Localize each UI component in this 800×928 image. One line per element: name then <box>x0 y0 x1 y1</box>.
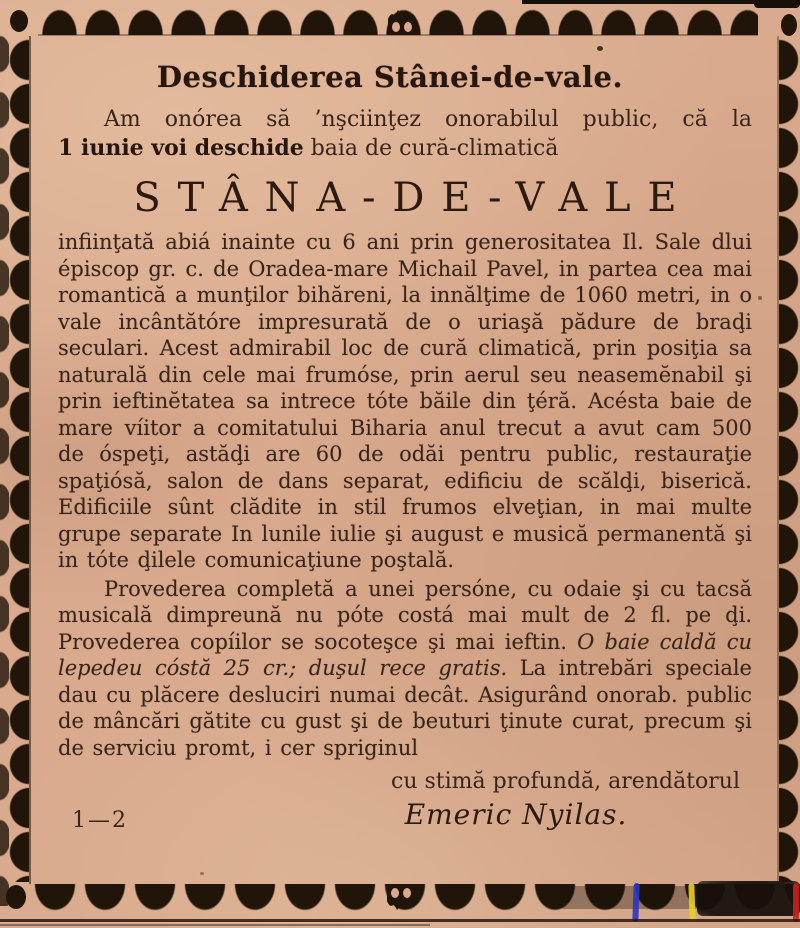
signature-row <box>58 796 752 842</box>
ink-speck <box>200 872 204 875</box>
corner-dot-top-right <box>781 14 797 36</box>
issue-mark: 1—2 <box>72 808 128 833</box>
closing-line: cu stimă profundă, arendătorul <box>391 769 740 794</box>
scan-artifact-top-blob <box>754 0 800 8</box>
ad-content <box>58 46 752 842</box>
ornamental-border-left <box>8 38 29 882</box>
body-paragraph-2 <box>58 576 752 762</box>
printer-ornament-top-icon <box>385 6 419 36</box>
resort-name-title: STÂNA-DE-VALE <box>133 175 694 221</box>
pen-mark-red <box>793 883 799 922</box>
body-paragraph-2-post: La intrebări speciale dau cu plăcere desluciri numai decât. Asigurând onorab. public de mâncări gătite cu gust şi de beuturi ţinute curat, precum şi de serviciu promt, i cer spriginul <box>58 656 752 760</box>
scan-artifact-bottom-line-2 <box>0 924 430 926</box>
ink-speck <box>597 46 603 51</box>
intro-line-2 <box>58 134 752 163</box>
frame-rule-right <box>777 36 779 884</box>
ornamental-border-right <box>779 38 800 882</box>
intro-line-2-rest: baia de cură-climatică <box>303 136 559 161</box>
body-paragraph-2-pre: Provederea completă a unei persóne, cu odaie şi cu tacsă musicală dimpreună nu póte costá mai mult de 2 fl. pe ḑi. Provederea copíilor se socoteşce şi mai ieftin. <box>58 576 752 654</box>
price-notice-italic: O baie caldă cu lepedeu cóstă 25 cr.; duşul rece gratis. <box>58 629 752 680</box>
opening-date-bold: 1 iunie voi deschide <box>58 135 304 161</box>
intro-line-1: Am onórea să ’nşciinţez onorabilul public, că la <box>104 107 752 132</box>
pen-mark-blue <box>632 883 639 922</box>
corner-dot-top-left <box>10 10 28 32</box>
signature-name: Emeric Nyilas. <box>404 798 628 831</box>
ink-speck <box>758 296 762 300</box>
ad-headline: Deschiderea Stânei-de-vale. <box>156 60 624 94</box>
corner-dot-bottom-left <box>6 885 26 909</box>
page-edge-marks-left <box>0 26 9 906</box>
scan-artifact-bottom-line-1 <box>0 919 800 922</box>
frame-rule-left <box>29 36 31 884</box>
body-paragraph-1: infiinţată abiá inainte cu 6 ani prin generositatea Il. Sale dlui épiscop gr. c. de Oradea-mare Michail Pavel, in partea cea mai romantică a munţilor bihăreni, la innălţime de 1060 metri, in o vale incântătóre impresurată de o uriaşă pădure de braḑi seculari. Acest admirabil loc de cură climatică, prin posiţia sa naturală din cele mai frumóse, prin aerul seu neasemĕnabil şi prin ieftinĕtatea sa intrece tóte băile din ţéră. Acésta baie de mare víitor a comitatului Biharia anul trecut a avut cam 500 de óspeţi, astăḑi are 60 de odăi pentru public, restauraţie spaţiósă, salon de dans separat, edificiu de scălḑi, biserică. Edificiile sûnt clădite in stil frumos elveţian, in mai multe grupe separate In lunile iulie şi august e musică permanentă şi in tóte ḑilele comunicaţiune poştală. <box>58 230 752 572</box>
intro-paragraph <box>58 106 752 163</box>
ink-smudge-bottom-right <box>697 881 800 916</box>
printer-ornament-bottom-icon <box>384 884 418 914</box>
